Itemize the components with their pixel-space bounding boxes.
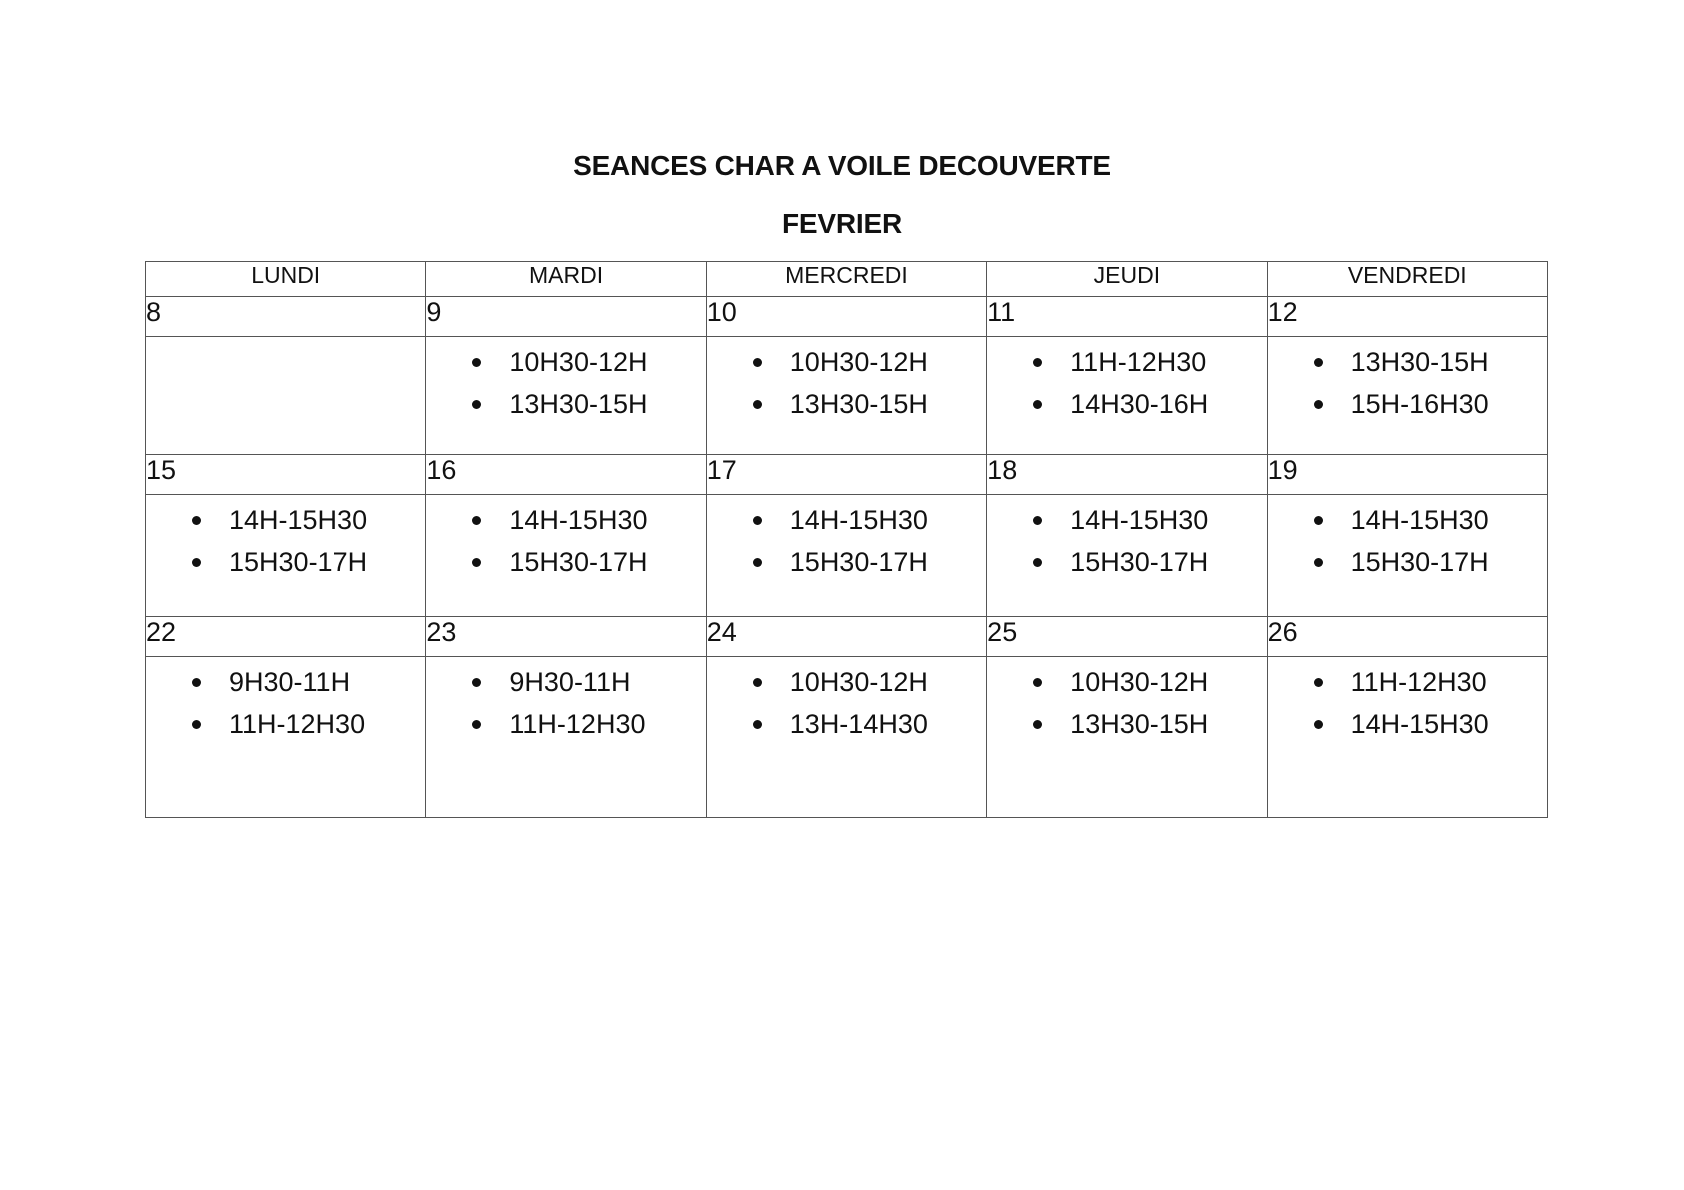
slots-cell <box>1267 495 1547 617</box>
date-cell: 10 <box>706 297 986 337</box>
slot-item: 14H-15H30 <box>472 499 705 541</box>
slots-cell <box>426 657 706 818</box>
slot-item: 10H30-12H <box>753 661 986 703</box>
slot-item: 10H30-12H <box>753 341 986 383</box>
slot-item: 15H30-17H <box>472 541 705 583</box>
slot-list <box>1268 337 1547 425</box>
slots-row <box>146 337 1548 455</box>
slot-list <box>987 657 1266 745</box>
slot-list <box>426 337 705 425</box>
date-row <box>146 297 1548 337</box>
date-cell: 24 <box>706 617 986 657</box>
date-cell: 19 <box>1267 455 1547 495</box>
slot-item: 9H30-11H <box>472 661 705 703</box>
slots-cell <box>146 337 426 455</box>
date-cell: 17 <box>706 455 986 495</box>
slots-cell <box>987 495 1267 617</box>
slots-cell <box>426 337 706 455</box>
slot-item: 9H30-11H <box>192 661 425 703</box>
slot-item: 13H30-15H <box>1314 341 1547 383</box>
date-cell: 8 <box>146 297 426 337</box>
slot-item: 14H-15H30 <box>753 499 986 541</box>
day-header-wednesday: MERCREDI <box>706 262 986 297</box>
slots-row <box>146 495 1548 617</box>
schedule-table <box>145 261 1548 818</box>
slots-row <box>146 657 1548 818</box>
slot-item: 15H30-17H <box>1314 541 1547 583</box>
slot-list <box>426 657 705 745</box>
slot-item: 14H-15H30 <box>1314 499 1547 541</box>
slots-cell <box>706 495 986 617</box>
date-cell: 25 <box>987 617 1267 657</box>
slots-cell <box>426 495 706 617</box>
slot-item: 10H30-12H <box>1033 661 1266 703</box>
day-header-tuesday: MARDI <box>426 262 706 297</box>
slot-item: 14H-15H30 <box>192 499 425 541</box>
day-header-friday: VENDREDI <box>1267 262 1547 297</box>
slot-list <box>1268 495 1547 583</box>
document-title: SEANCES CHAR A VOILE DECOUVERTE <box>573 150 1111 181</box>
slot-list <box>1268 657 1547 745</box>
slots-cell <box>706 337 986 455</box>
date-cell: 9 <box>426 297 706 337</box>
date-cell: 15 <box>146 455 426 495</box>
slots-cell <box>1267 657 1547 818</box>
slot-item: 13H-14H30 <box>753 703 986 745</box>
slot-item: 15H30-17H <box>1033 541 1266 583</box>
slot-item: 11H-12H30 <box>1314 661 1547 703</box>
slot-item: 14H-15H30 <box>1314 703 1547 745</box>
slot-item: 10H30-12H <box>472 341 705 383</box>
month-title: FEVRIER <box>782 208 902 239</box>
slot-list <box>987 495 1266 583</box>
date-cell: 18 <box>987 455 1267 495</box>
day-header-thursday: JEUDI <box>987 262 1267 297</box>
date-row <box>146 617 1548 657</box>
slot-list <box>146 657 425 745</box>
slots-cell <box>987 657 1267 818</box>
slots-cell <box>146 495 426 617</box>
slots-cell <box>1267 337 1547 455</box>
slots-cell <box>146 657 426 818</box>
date-cell: 16 <box>426 455 706 495</box>
slot-list <box>426 495 705 583</box>
slot-item: 15H30-17H <box>753 541 986 583</box>
slot-item: 13H30-15H <box>1033 703 1266 745</box>
slot-list <box>707 657 986 745</box>
slots-cell <box>706 657 986 818</box>
slot-list <box>707 495 986 583</box>
slot-list <box>987 337 1266 425</box>
slot-item: 11H-12H30 <box>192 703 425 745</box>
slot-item: 15H30-17H <box>192 541 425 583</box>
slot-item: 15H-16H30 <box>1314 383 1547 425</box>
date-cell: 12 <box>1267 297 1547 337</box>
day-header-row <box>146 262 1548 297</box>
day-header-monday: LUNDI <box>146 262 426 297</box>
slot-item: 13H30-15H <box>472 383 705 425</box>
slot-item: 11H-12H30 <box>472 703 705 745</box>
slot-item: 11H-12H30 <box>1033 341 1266 383</box>
date-cell: 23 <box>426 617 706 657</box>
date-cell: 22 <box>146 617 426 657</box>
slot-item: 14H-15H30 <box>1033 499 1266 541</box>
date-cell: 26 <box>1267 617 1547 657</box>
slots-cell <box>987 337 1267 455</box>
slot-list <box>146 495 425 583</box>
slot-item: 13H30-15H <box>753 383 986 425</box>
date-cell: 11 <box>987 297 1267 337</box>
slot-list <box>707 337 986 425</box>
date-row <box>146 455 1548 495</box>
slot-item: 14H30-16H <box>1033 383 1266 425</box>
